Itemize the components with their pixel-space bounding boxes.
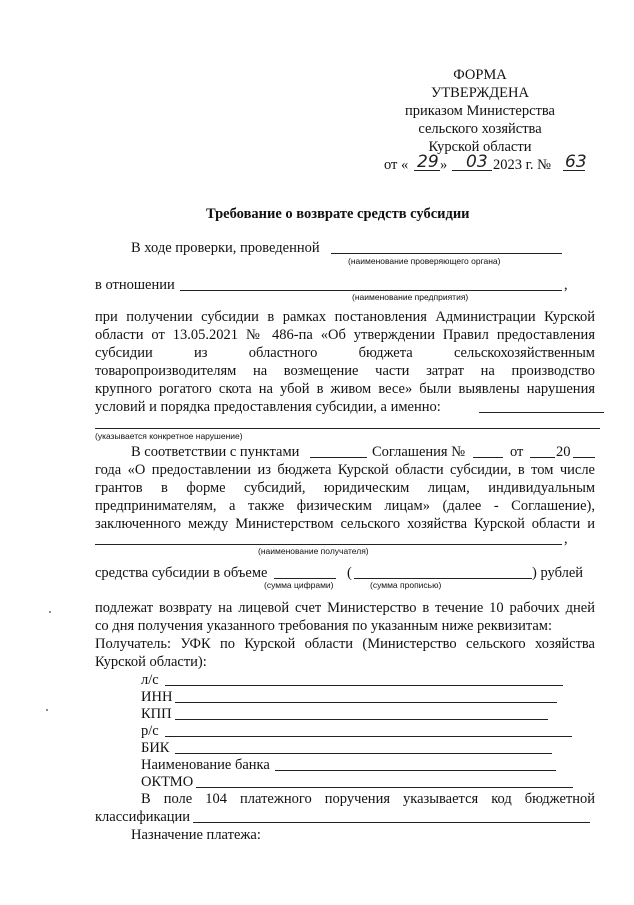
header-order: приказом Министерства	[405, 103, 555, 119]
scan-speck	[46, 709, 48, 711]
requisite-kpp-label: КПП	[141, 706, 172, 722]
header-form: ФОРМА	[453, 67, 507, 83]
p6-line-1: подлежат возврату на лицевой счет Министерство в течение 10 рабочих дней	[95, 600, 595, 616]
p3-line-6: условий и порядка предоставления субсидии, а именно:	[95, 399, 441, 415]
requisite-oktmo-line	[196, 787, 573, 788]
header-region: Курской области	[428, 139, 532, 155]
p4-line-5: заключенного между Министерством сельского хозяйства Курской области и	[95, 516, 595, 532]
inspection-organ-line	[331, 253, 562, 254]
amount-words-caption: (сумма прописью)	[370, 580, 442, 590]
budget-code-line	[193, 822, 590, 823]
header-date-prefix: от «	[384, 157, 409, 173]
requisite-bik-line	[175, 753, 552, 754]
p7-line-1: В поле 104 платежного поручения указывается код бюджетной	[141, 791, 595, 807]
header-number-line	[563, 170, 585, 171]
violation-caption: (указывается конкретное нарушение)	[95, 431, 243, 441]
requisite-account-line	[165, 685, 563, 686]
inspection-text: В ходе проверки, проведенной	[131, 240, 320, 256]
agreement-year-line	[573, 457, 595, 458]
p4-line-3: грантов в форме субсидий, юридическим лицам, индивидуальным	[95, 480, 595, 496]
enterprise-line	[180, 290, 562, 291]
p6-recipient-2: Курской области):	[95, 654, 207, 670]
p4-agreement-label: Соглашения №	[372, 444, 466, 460]
requisite-bank-line	[275, 770, 556, 771]
document-title: Требование о возврате средств субсидии	[206, 206, 470, 222]
requisite-oktmo-label: ОКТМО	[141, 774, 194, 790]
header-month-line	[452, 170, 492, 171]
p3-line-4: товаропроизводителям на возмещение части затрат на производство	[95, 363, 595, 379]
payment-purpose-label: Назначение платежа:	[131, 827, 261, 843]
header-number: 63	[565, 152, 587, 172]
header-day: 29	[417, 152, 439, 172]
recipient-comma: ,	[564, 531, 568, 547]
header-day-line	[414, 170, 440, 171]
agreement-number-line	[473, 457, 503, 458]
p7-line-2: классификации	[95, 809, 191, 825]
requisite-kpp-line	[175, 719, 548, 720]
violation-line-1	[479, 412, 604, 413]
header-ministry: сельского хозяйства	[418, 121, 542, 137]
scan-speck	[49, 611, 51, 613]
amount-words-line	[354, 578, 532, 579]
recipient-caption: (наименование получателя)	[258, 546, 369, 556]
requisite-bik-label: БИК	[141, 740, 170, 756]
requisite-inn-label: ИНН	[141, 689, 173, 705]
amount-paren-close: ) рублей	[532, 565, 584, 581]
p3-line-1: при получении субсидии в рамках постановления Администрации Курской	[95, 309, 595, 325]
points-line	[310, 457, 367, 458]
agreement-day-line	[530, 457, 555, 458]
requisite-inn-line	[175, 702, 557, 703]
requisite-settlement-label: р/с	[141, 723, 159, 739]
header-day-close: »	[440, 157, 448, 173]
amount-paren-open: (	[347, 565, 352, 581]
p4-from-label: от	[510, 444, 524, 460]
p4-line-2: года «О предоставлении из бюджета Курской области субсидии, в том числе	[95, 462, 595, 478]
header-month: 03	[466, 152, 488, 172]
violation-line-2	[95, 428, 600, 429]
p4-line-4: предпринимателям, а также физическим лицам» (далее - Соглашение),	[95, 498, 595, 514]
inspection-organ-caption: (наименование проверяющего органа)	[348, 256, 501, 266]
requisite-settlement-line	[165, 736, 572, 737]
subsidy-amount-text: средства субсидии в объеме	[95, 565, 268, 581]
header-year: 2023 г. №	[493, 157, 552, 173]
recipient-line	[95, 544, 562, 545]
amount-digits-caption: (сумма цифрами)	[264, 580, 334, 590]
p6-recipient-1: Получатель: УФК по Курской области (Министерство сельского хозяйства	[95, 636, 595, 652]
p3-line-5: крупного рогатого скота на убой в живом весе» были выявлены нарушения	[95, 381, 595, 397]
p3-line-2: области от 13.05.2021 № 486-па «Об утверждении Правил предоставления	[95, 327, 595, 343]
enterprise-comma: ,	[564, 277, 568, 293]
amount-digits-line	[274, 578, 336, 579]
p6-line-2: со дня получения указанного требования по указанным ниже реквизитам:	[95, 618, 552, 634]
header-approved: УТВЕРЖДЕНА	[431, 85, 529, 101]
requisite-account-label: л/с	[141, 672, 159, 688]
requisite-bank-label: Наименование банка	[141, 757, 270, 773]
enterprise-caption: (наименование предприятия)	[352, 292, 469, 302]
p3-line-3: субсидии из областного бюджета сельскохозяйственным	[95, 345, 595, 361]
p4-first-text: В соответствии с пунктами	[131, 444, 300, 460]
p4-year-label: 20	[556, 444, 571, 460]
regarding-text: в отношении	[95, 277, 175, 293]
